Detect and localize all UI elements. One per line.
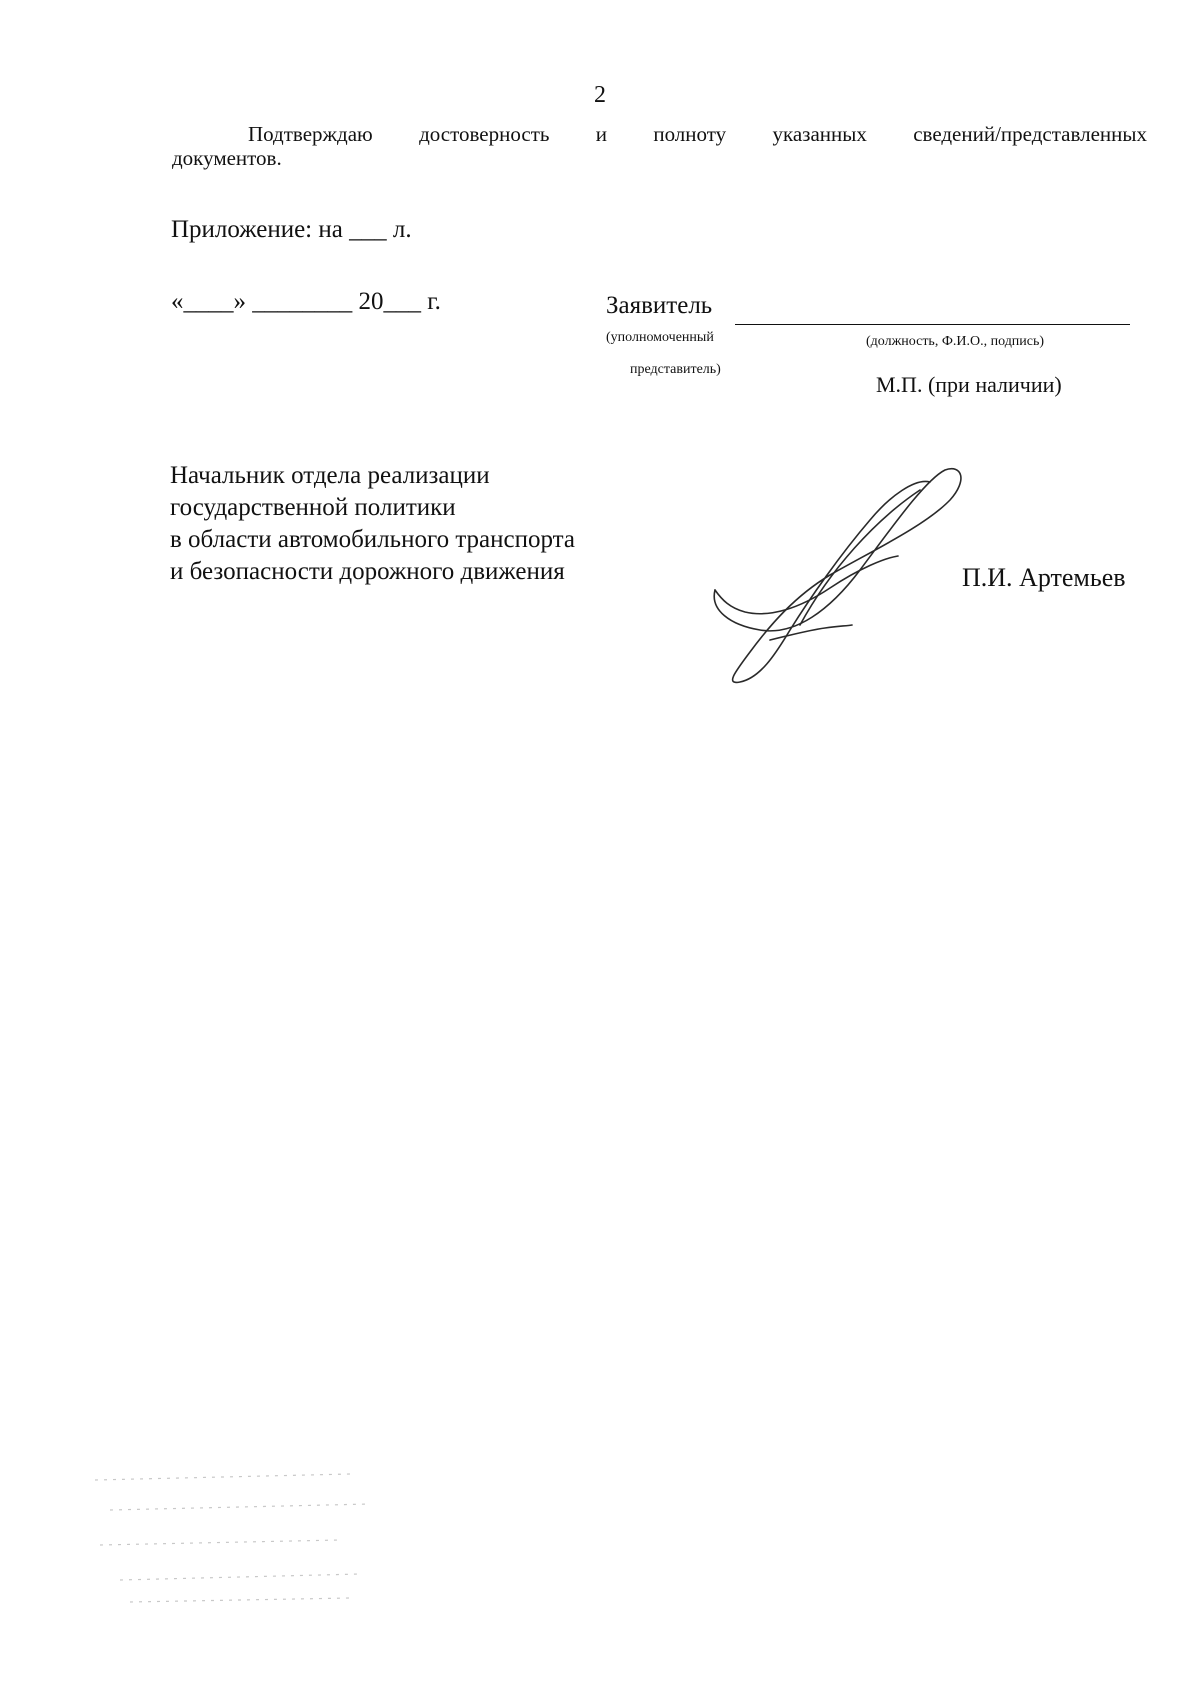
seal-note: М.П. (при наличии) — [876, 372, 1062, 397]
applicant-label: Заявитель — [606, 292, 713, 319]
confirmation-statement — [172, 122, 1147, 170]
signatory-position — [170, 460, 575, 588]
signatory-position-line: в области автомобильного транспорта — [170, 526, 576, 553]
signatory-position-line: государственной политики — [170, 494, 456, 521]
appendix-line: Приложение: на ___ л. — [171, 216, 412, 243]
applicant-caption-representative-1: (уполномоченный — [606, 330, 714, 345]
applicant-signature-line — [735, 324, 1130, 325]
confirmation-line-2: документов. — [172, 146, 282, 170]
scan-smudge — [90, 1470, 390, 1610]
date-line: «____» ________ 20___ г. — [171, 288, 441, 315]
applicant-caption-fields: (должность, Ф.И.О., подпись) — [866, 334, 1045, 349]
confirmation-line-1: Подтверждаю достоверность и полноту указанных сведений/представленных — [248, 122, 1147, 146]
signatory-name: П.И. Артемьев — [962, 563, 1126, 592]
page-number: 2 — [594, 82, 606, 108]
signatory-position-line: и безопасности дорожного движения — [170, 558, 565, 585]
handwritten-signature — [700, 460, 970, 690]
signatory-position-line: Начальник отдела реализации — [170, 462, 490, 489]
applicant-caption-representative-2: представитель) — [630, 362, 721, 377]
